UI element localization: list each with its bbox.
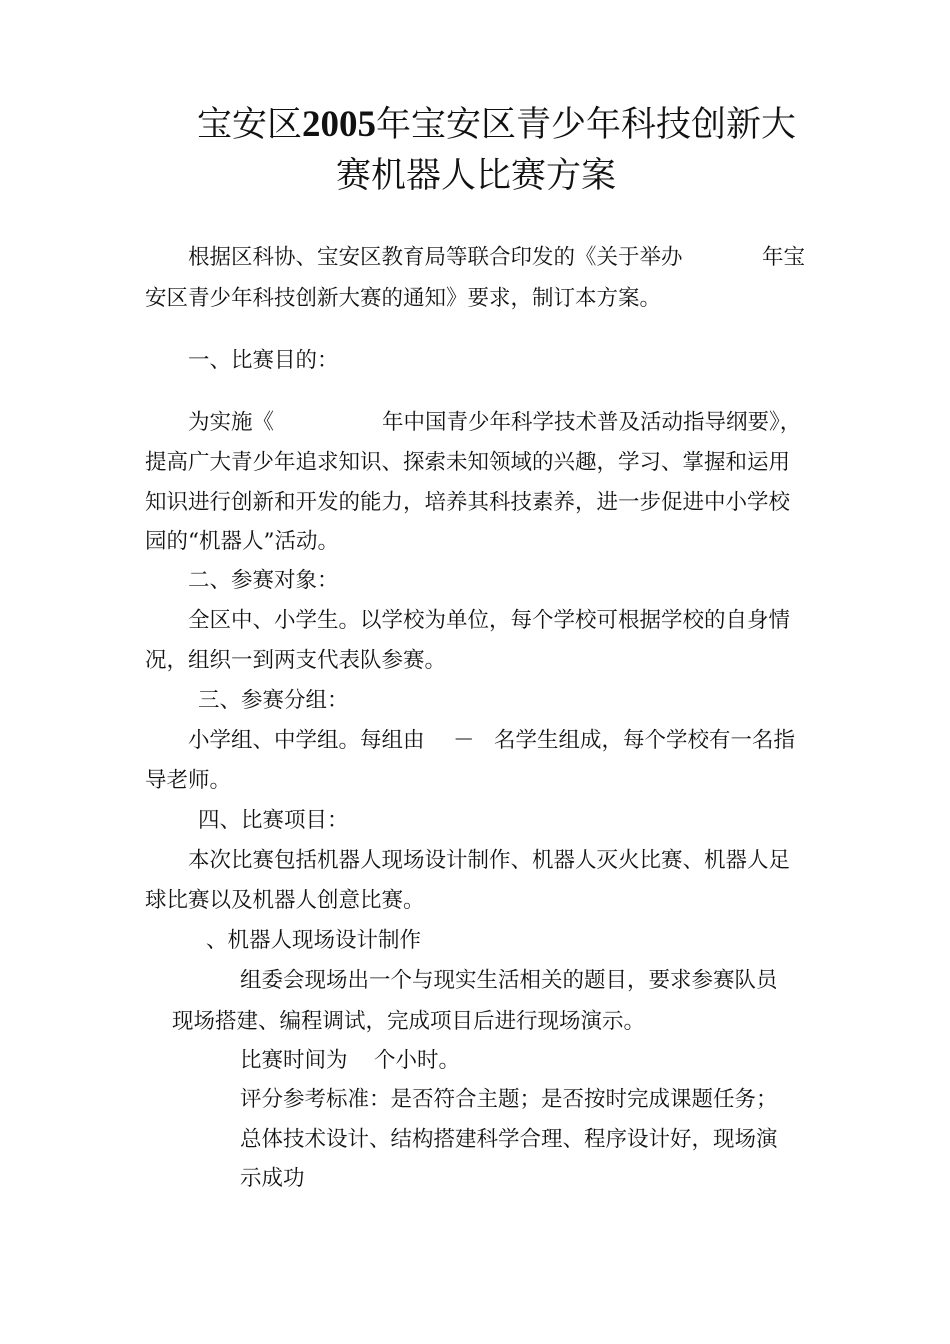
section-3-line-1b: 名学生组成，每个学校有一名指 [494,728,796,753]
section-3-line-1-dash: － [453,728,475,753]
item-1-criteria-1: 评分参考标准：是否符合主题；是否按时完成课题任务； [240,1087,778,1112]
section-2-line-1: 全区中、小学生。以学校为单位，每个学校可根据学校的自身情 [188,608,791,633]
title-suffix: 年宝安区青少年科技创新大 [376,105,797,145]
section-1-heading: 一、比赛目的： [188,348,339,373]
section-3-line-2: 导老师。 [145,768,232,793]
section-1-line-1b: 年中国青少年科学技术普及活动指导纲要》， [382,410,802,435]
section-3-heading: 三、参赛分组： [198,688,349,713]
intro-line-2: 安区青少年科技创新大赛的通知》要求，制订本方案。 [145,286,662,311]
section-1-line-4: 园的“机器人”活动。 [145,529,339,554]
item-1-criteria-2: 总体技术设计、结构搭建科学合理、程序设计好，现场演 [240,1127,778,1152]
section-3-line-1a: 小学组、中学组。每组由 [188,728,425,753]
item-1-desc-2: 现场搭建、编程调试，完成项目后进行现场演示。 [172,1009,646,1034]
title-year: 2005 [302,104,377,145]
item-1-time-b: 个小时。 [374,1048,461,1073]
document-title-line-1 [197,102,796,148]
section-1-line-1a: 为实施《 [188,410,275,435]
section-2-heading: 二、参赛对象： [188,568,339,593]
section-4-heading: 四、比赛项目： [198,808,349,833]
item-1-heading: 、机器人现场设计制作 [206,928,422,953]
section-4-line-1: 本次比赛包括机器人现场设计制作、机器人灭火比赛、机器人足 [188,848,791,873]
section-1-line-2: 提高广大青少年追求知识、探索未知领域的兴趣，学习、掌握和运用 [145,450,791,475]
document-title-line-2: 赛机器人比赛方案 [336,156,617,196]
intro-line-1b: 年宝 [762,245,806,270]
section-1-line-3: 知识进行创新和开发的能力，培养其科技素养，进一步促进中小学校 [145,490,791,515]
title-prefix: 宝安区 [197,105,303,145]
intro-line-1a: 根据区科协、宝安区教育局等联合印发的《关于举办 [188,245,683,270]
item-1-time-a: 比赛时间为 [240,1048,348,1073]
section-4-line-2: 球比赛以及机器人创意比赛。 [145,888,425,913]
item-1-criteria-3: 示成功 [240,1166,305,1191]
item-1-desc-1: 组委会现场出一个与现实生活相关的题目，要求参赛队员 [240,968,778,993]
section-2-line-2: 况，组织一到两支代表队参赛。 [145,648,447,673]
